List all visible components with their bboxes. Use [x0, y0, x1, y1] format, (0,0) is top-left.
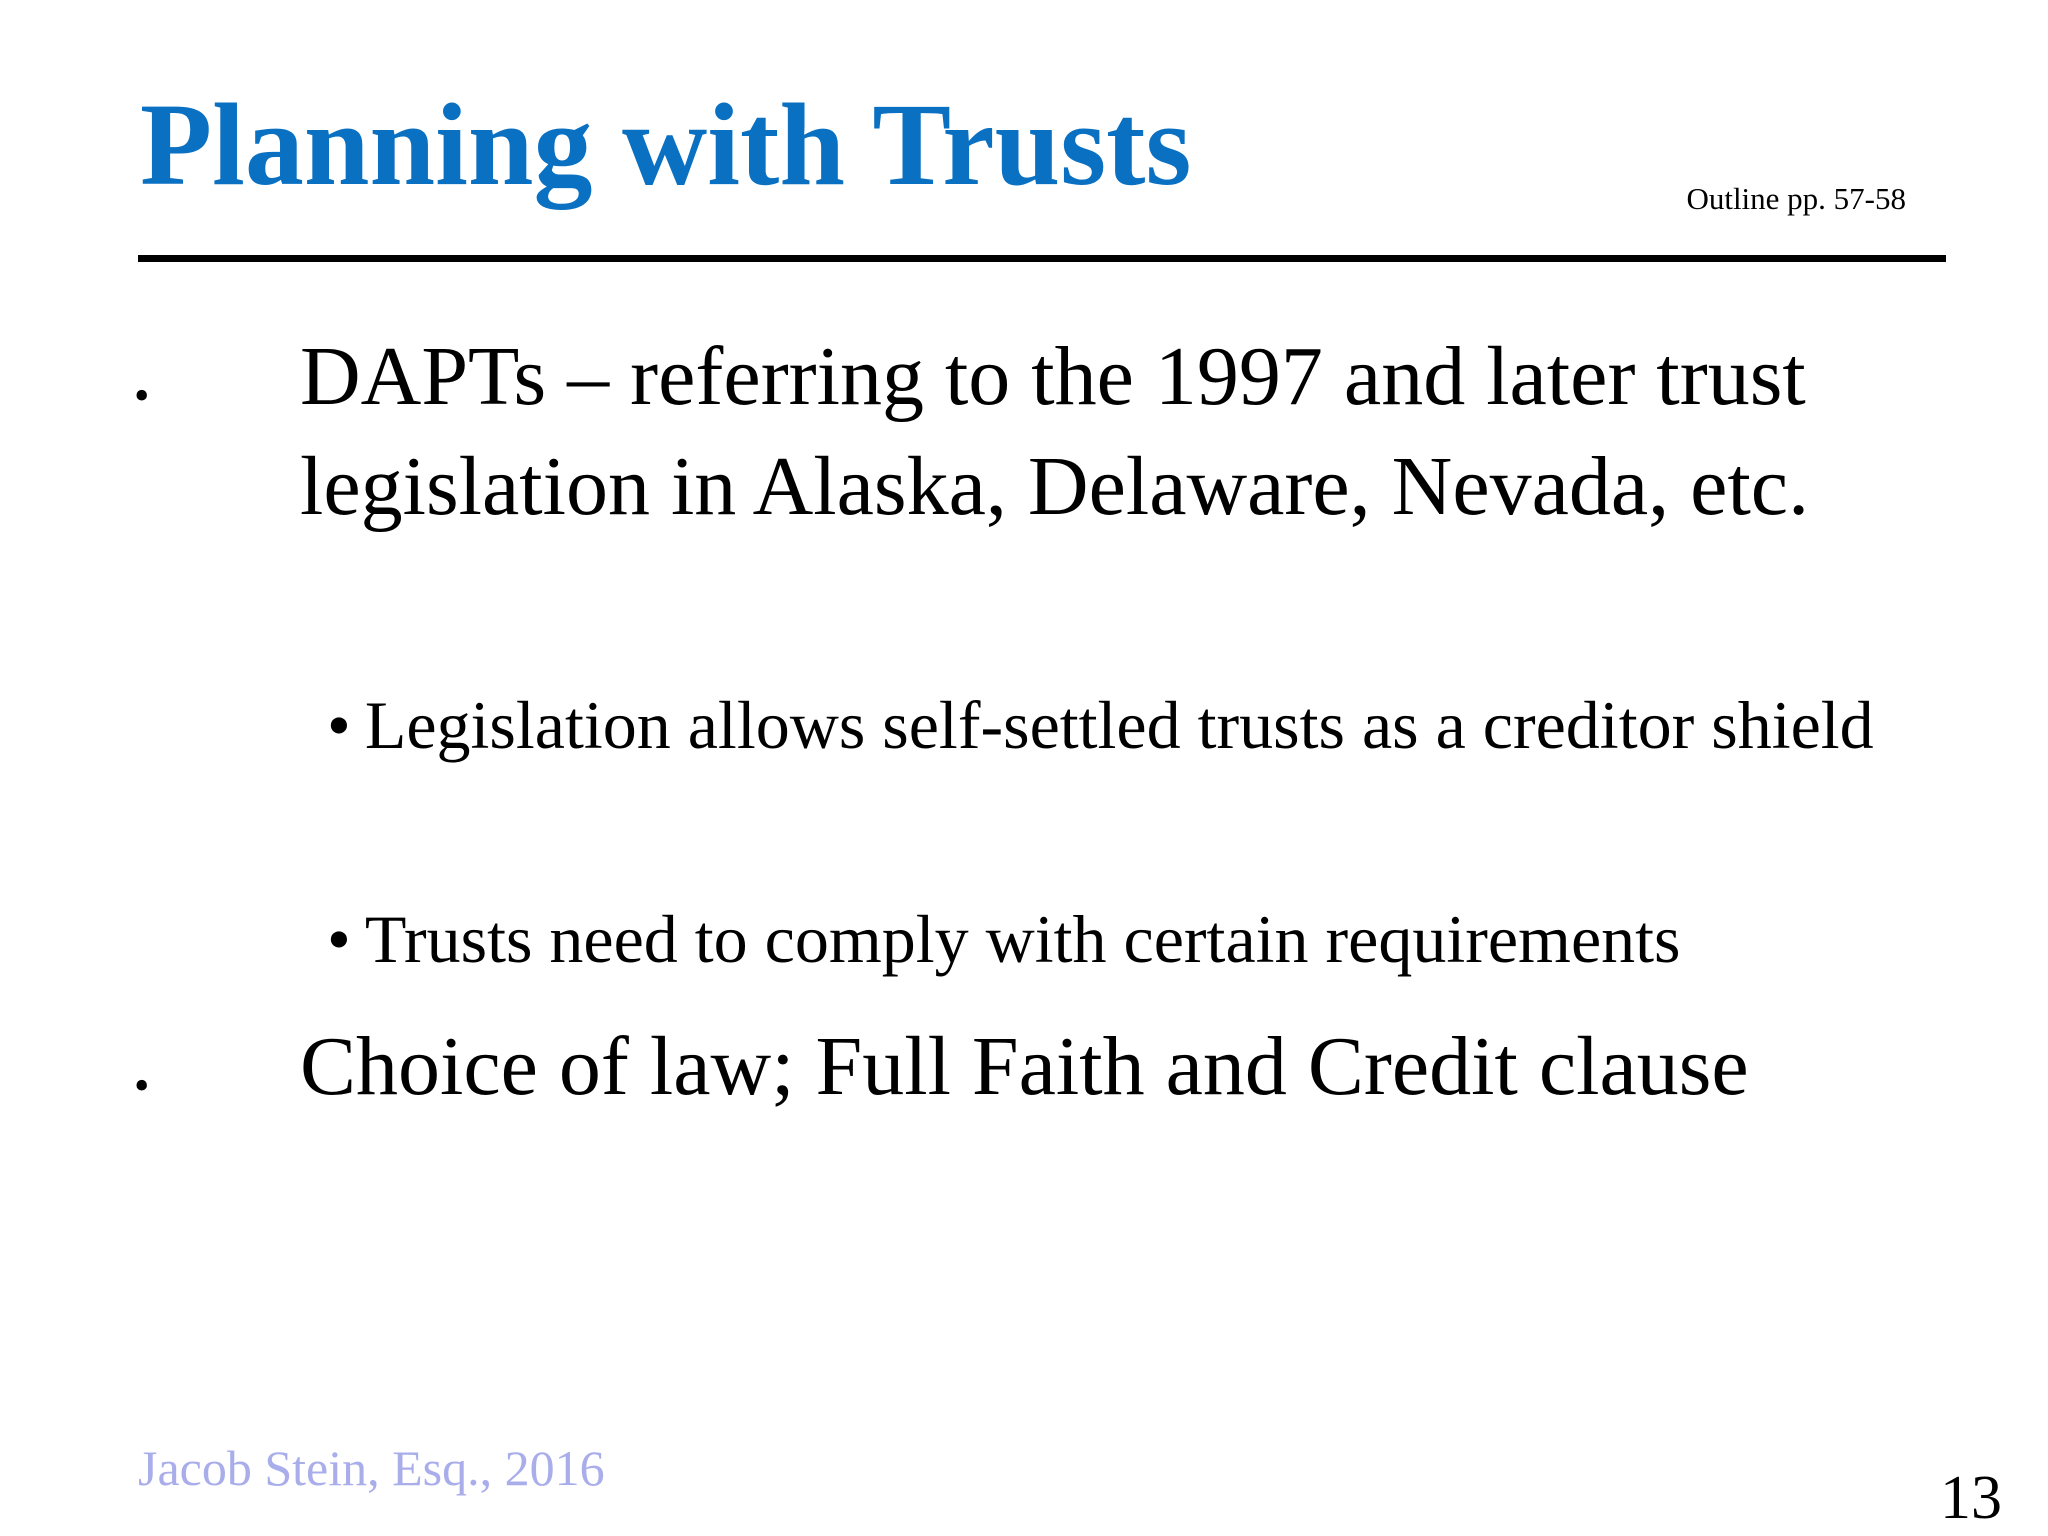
page-number: 13	[1940, 1464, 2002, 1532]
slide-title: Planning with Trusts	[140, 79, 1192, 210]
sub-bullet-text-wrapper	[327, 892, 2007, 986]
sub-bullet-text: Trusts need to comply with certain requirements	[364, 901, 1681, 977]
sub-bullet-marker: •	[327, 687, 351, 763]
bullet-text: Choice of law; Full Faith and Credit clause	[300, 1020, 1749, 1113]
sub-bullet-text: Legislation allows self-settled trusts as a creditor shield	[364, 687, 1874, 763]
bullet-marker: •	[134, 371, 150, 420]
footer-author: Jacob Stein, Esq., 2016	[138, 1440, 605, 1496]
sub-bullet-marker: •	[327, 901, 351, 977]
bullet-marker: •	[134, 1061, 150, 1110]
title-divider	[138, 255, 1946, 262]
bullet-text: DAPTs – referring to the 1997 and later trust legislation in Alaska, Delaware, Nevada, etc.	[300, 330, 1810, 533]
sub-bullet-text-wrapper	[327, 678, 2007, 772]
outline-reference: Outline pp. 57-58	[1686, 181, 1906, 216]
